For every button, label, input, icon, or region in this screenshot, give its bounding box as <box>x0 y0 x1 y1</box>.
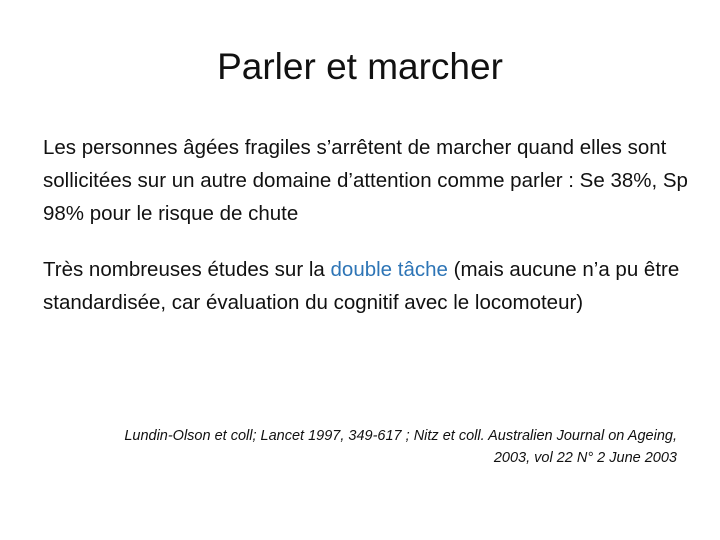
citation-line-2: 2003, vol 22 N° 2 June 2003 <box>493 450 677 466</box>
paragraph-dual-task-before: Très nombreuses études sur la <box>43 258 331 281</box>
paragraph-speaking-walking: Les personnes âgées fragiles s’arrêtent de marcher quand elles sont sollicitées sur un autre domaine d’attention comme parler : Se 38%, Sp 98% pour le risque de chute <box>43 136 688 225</box>
slide-title: Parler et marcher <box>217 46 503 87</box>
dual-task-highlight: double tâche <box>330 258 448 281</box>
citation <box>40 425 677 469</box>
citation-line-1: Lundin-Olson et coll; Lancet 1997, 349-617 ; Nitz et coll. Australien Journal on Ageing, <box>124 428 677 444</box>
paragraph-dual-task-after: (mais aucune n’a pu être standardisée, car évaluation du cognitif avec le locomoteur) <box>43 258 680 314</box>
paragraph-dual-task <box>43 253 693 319</box>
